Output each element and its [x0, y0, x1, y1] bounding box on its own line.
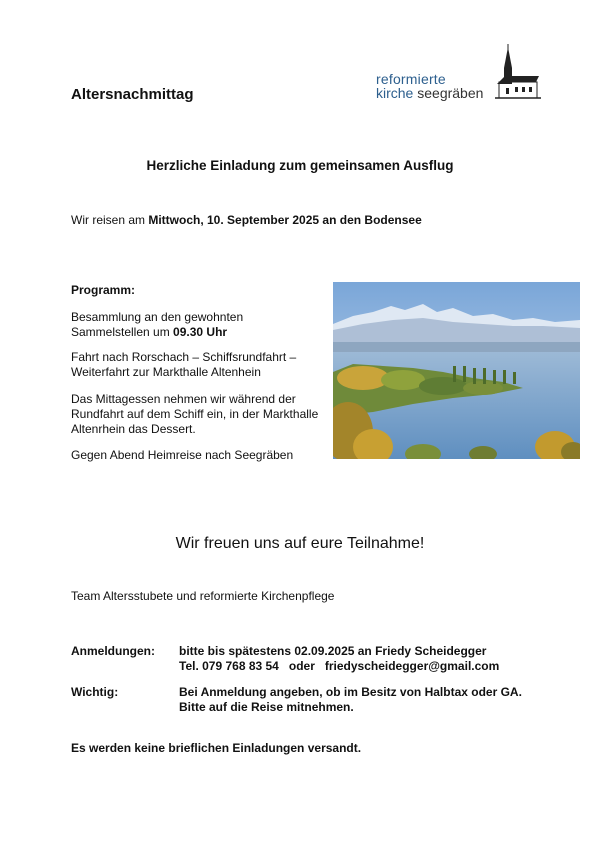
- page-title: Altersnachmittag: [71, 86, 194, 103]
- important-details: Bei Anmeldung angeben, ob im Besitz von Halbtax oder GA. Bitte auf die Reise mitnehmen.: [179, 685, 522, 714]
- church-icon: [495, 44, 541, 100]
- organizer-team: Team Altersstubete und reformierte Kirchenpflege: [71, 589, 335, 603]
- logo-text-line1: reformierte: [376, 71, 446, 87]
- program-item-return: Gegen Abend Heimreise nach Seegräben: [71, 448, 294, 462]
- program-item-meeting: Besammlung an den gewohnten Sammelstellen um 09.30 Uhr: [71, 310, 244, 339]
- registration-details: bitte bis spätestens 02.09.2025 an Friedy Scheidegger Tel. 079 768 83 54 oder friedyscheidegger@gmail.com: [179, 644, 500, 673]
- program-item-lunch: Das Mittagessen nehmen wir während der Rundfahrt auf dem Schiff ein, in der Markthalle Altenrhein das Dessert.: [71, 392, 319, 436]
- program-item-trip: Fahrt nach Rorschach – Schiffsrundfahrt – Weiterfahrt zur Markthalle Altenhein: [71, 350, 297, 379]
- invitation-subtitle: Herzliche Einladung zum gemeinsamen Ausflug: [146, 158, 454, 173]
- important-label: Wichtig:: [71, 685, 119, 699]
- church-logo: [376, 44, 546, 104]
- thanks-message: Wir freuen uns auf eure Teilnahme!: [175, 535, 425, 552]
- closing-note: Es werden keine brieflichen Einladungen versandt.: [71, 741, 362, 755]
- lake-photo: [333, 282, 580, 459]
- program-heading: Programm:: [71, 283, 136, 297]
- logo-text-line2: kirche seegräben: [376, 85, 484, 101]
- travel-info: Wir reisen am Mittwoch, 10. September 2025 an den Bodensee: [71, 213, 422, 227]
- registration-label: Anmeldungen:: [71, 644, 155, 658]
